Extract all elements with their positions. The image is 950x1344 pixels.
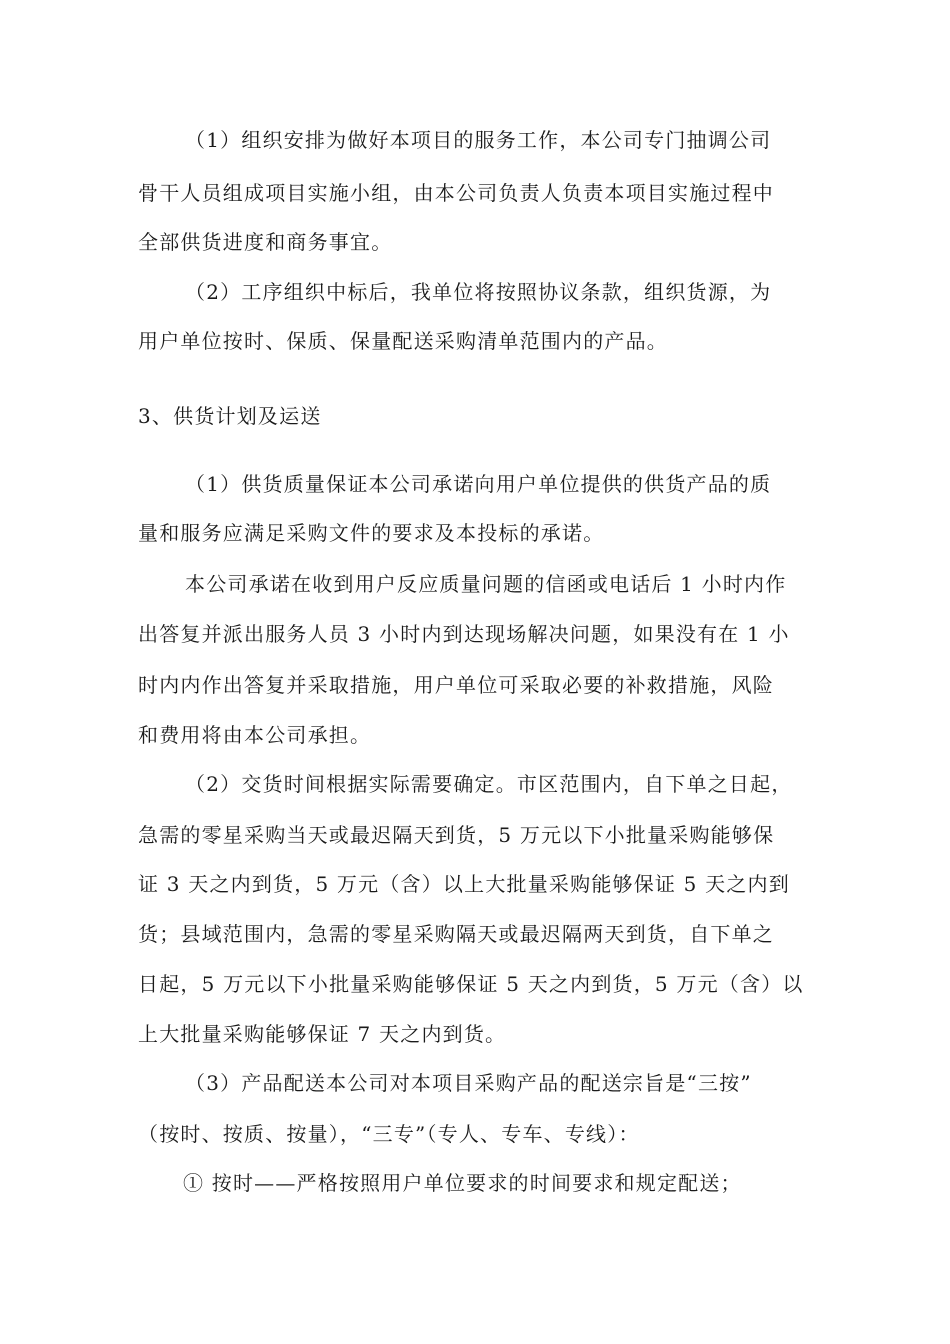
- paragraph-5-line-5: 日起，5 万元以下小批量采购能够保证 5 天之内到货，5 万元（含）以: [138, 972, 804, 996]
- paragraph-5-line-1: （2）交货时间根据实际需要确定。市区范围内，自下单之日起，: [185, 772, 793, 796]
- paragraph-4-line-1: 本公司承诺在收到用户反应质量问题的信函或电话后 1 小时内作: [185, 572, 787, 596]
- paragraph-5-line-3: 证 3 天之内到货，5 万元（含）以上大批量采购能够保证 5 天之内到: [138, 872, 790, 896]
- list-item-1: ① 按时——严格按照用户单位要求的时间要求和规定配送；: [183, 1171, 742, 1195]
- paragraph-4-line-3: 时内内作出答复并采取措施，用户单位可采取必要的补救措施，风险: [138, 673, 774, 697]
- paragraph-4-line-4: 和费用将由本公司承担。: [138, 723, 372, 747]
- paragraph-6-line-1: （3）产品配送本公司对本项目采购产品的配送宗旨是“三按”: [185, 1071, 752, 1095]
- paragraph-3-line-1: （1）供货质量保证本公司承诺向用户单位提供的供货产品的质: [185, 472, 772, 496]
- paragraph-2-line-1: （2）工序组织中标后，我单位将按照协议条款，组织货源，为: [185, 280, 772, 304]
- paragraph-1-line-2: 骨干人员组成项目实施小组，由本公司负责人负责本项目实施过程中: [138, 181, 774, 205]
- paragraph-5-line-4: 货；县域范围内，急需的零星采购隔天或最迟隔两天到货，自下单之: [138, 922, 774, 946]
- paragraph-5-line-6: 上大批量采购能够保证 7 天之内到货。: [138, 1022, 507, 1046]
- paragraph-6-line-2: （按时、按质、按量），“三专”（专人、专车、专线）：: [138, 1122, 640, 1146]
- paragraph-5-line-2: 急需的零星采购当天或最迟隔天到货，5 万元以下小批量采购能够保: [138, 823, 775, 847]
- section-heading: 3、供货计划及运送: [138, 404, 322, 428]
- paragraph-3-line-2: 量和服务应满足采购文件的要求及本投标的承诺。: [138, 521, 605, 545]
- paragraph-4-line-2: 出答复并派出服务人员 3 小时内到达现场解决问题，如果没有在 1 小: [138, 622, 790, 646]
- paragraph-2-line-2: 用户单位按时、保质、保量配送采购清单范围内的产品。: [138, 329, 668, 353]
- paragraph-1-line-3: 全部供货进度和商务事宜。: [138, 230, 393, 254]
- paragraph-1-line-1: （1）组织安排为做好本项目的服务工作，本公司专门抽调公司: [185, 128, 772, 152]
